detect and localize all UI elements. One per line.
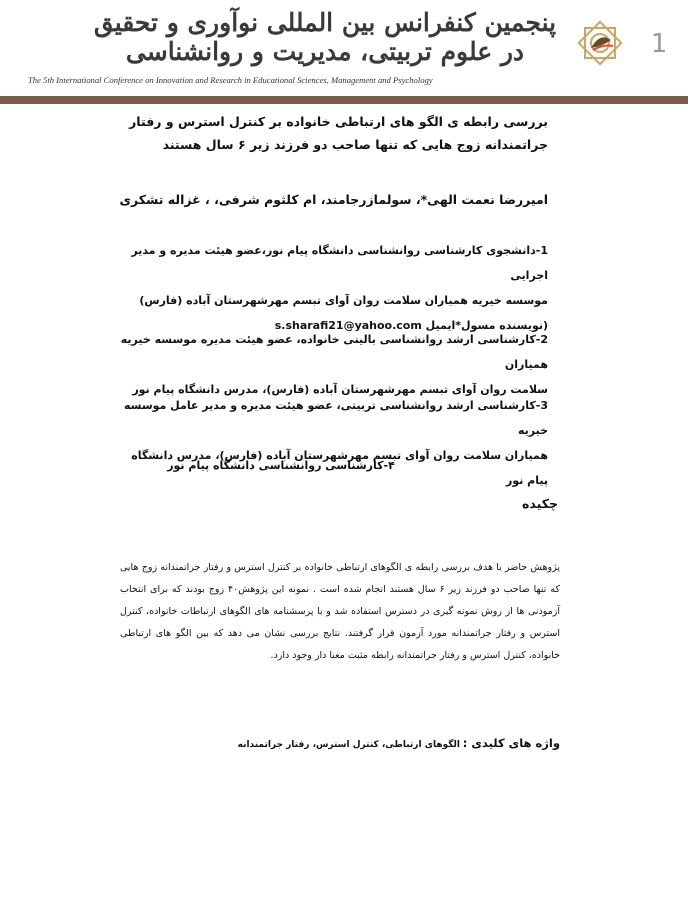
conference-title-line1: پنجمین کنفرانس بین المللی نوآوری و تحقیق xyxy=(93,8,557,37)
paper-title-line1: بررسی رابطه ی الگو های ارتباطی خانواده بر کنترل استرس و رفتار xyxy=(129,114,548,129)
affiliation-3 xyxy=(108,393,548,493)
affiliation-4 xyxy=(116,453,446,478)
keywords-text: الگوهای ارتباطی، کنترل استرس، رفتار جراتمندانه xyxy=(237,740,460,750)
affiliation-4-line1: ۴-کارشناسی روانشناسی دانشگاه پیام نور xyxy=(167,459,395,472)
conference-title xyxy=(90,8,560,66)
conference-english-title: The 5th International Conference on Innovation and Research in Educational Sciences, Management and Psychology xyxy=(28,75,433,85)
paper-title-line2: جراتمندانه زوج هایی که تنها صاحب دو فرزند زیر ۶ سال هستند xyxy=(162,137,548,152)
conference-header xyxy=(0,0,688,95)
affiliation-3-line1: 3-کارشناسی ارشد روانشناسی تربیتی، عضو هیئت مدیره و مدیر عامل موسسه خیریه xyxy=(123,399,548,437)
abstract-text: پژوهش حاضر با هدف بررسی رابطه ی الگوهای ارتباطی خانواده بر کنترل استرس و رفتار جراتمندانه زوج هایی که تنها صاحب دو فرزند زیر ۶ سال هستند انجام شده است . نمونه این پژوهش۴۰ زوج بودند که برای انتخاب آزمودنی ها از روش نمونه گیری در دسترس استفاده شد و با پرسشنامه های الگوهای ارتباطات خانواده، کنترل استرس و رفتار جراتمندانه مورد آزمون قرار گرفتند. نتایج بررسی نشان می دهد که بین الگو های ارتباطی خانواده، کنترل استرس و رفتار جراتمندانه رابطه مثبت معنا دار وجود دارد. xyxy=(120,562,560,661)
paper-title xyxy=(68,110,548,156)
header-rule xyxy=(0,96,688,104)
conference-title-line2: در علوم تربیتی، مدیریت و روانشناسی xyxy=(125,37,525,66)
abstract-heading: چکیده xyxy=(522,496,558,511)
keywords-label: واژه های کلیدی : xyxy=(462,736,560,750)
keywords xyxy=(120,736,560,750)
affiliation-1 xyxy=(108,238,548,338)
page-number: 1 xyxy=(650,29,668,59)
affiliation-1-line1: 1-دانشجوی کارشناسی روانشناسی دانشگاه پیام نور،عضو هیئت مدیره و مدیر اجرایی xyxy=(131,244,548,282)
affiliation-1-line2: موسسه خیریه همیاران سلامت روان آوای تبسم مهرشهرستان آباده (فارس) xyxy=(139,294,548,307)
conference-logo xyxy=(567,10,633,76)
email-label: (نویسنده مسول*ایمیل xyxy=(425,319,548,332)
author-email: s.sharafi21@yahoo.com xyxy=(274,319,422,332)
affiliation-2 xyxy=(108,327,548,402)
affiliation-2-line2: سلامت روان آوای تبسم مهرشهرستان آباده (فارس)، مدرس دانشگاه پیام نور xyxy=(132,383,548,396)
affiliation-3-line2: همیاران سلامت روان آوای تبسم مهرشهرستان آباده (فارس)، مدرس دانشگاه پیام نور xyxy=(131,449,548,487)
paper-authors: امیررضا نعمت الهی*، سولمازرجامند، ام کلثوم شرفی، ، غزاله تشکری xyxy=(119,192,548,207)
affiliation-2-line1: 2-کارشناسی ارشد روانشناسی بالینی خانواده، عضو هیئت مدیره موسسه خیریه همیاران xyxy=(120,333,548,371)
